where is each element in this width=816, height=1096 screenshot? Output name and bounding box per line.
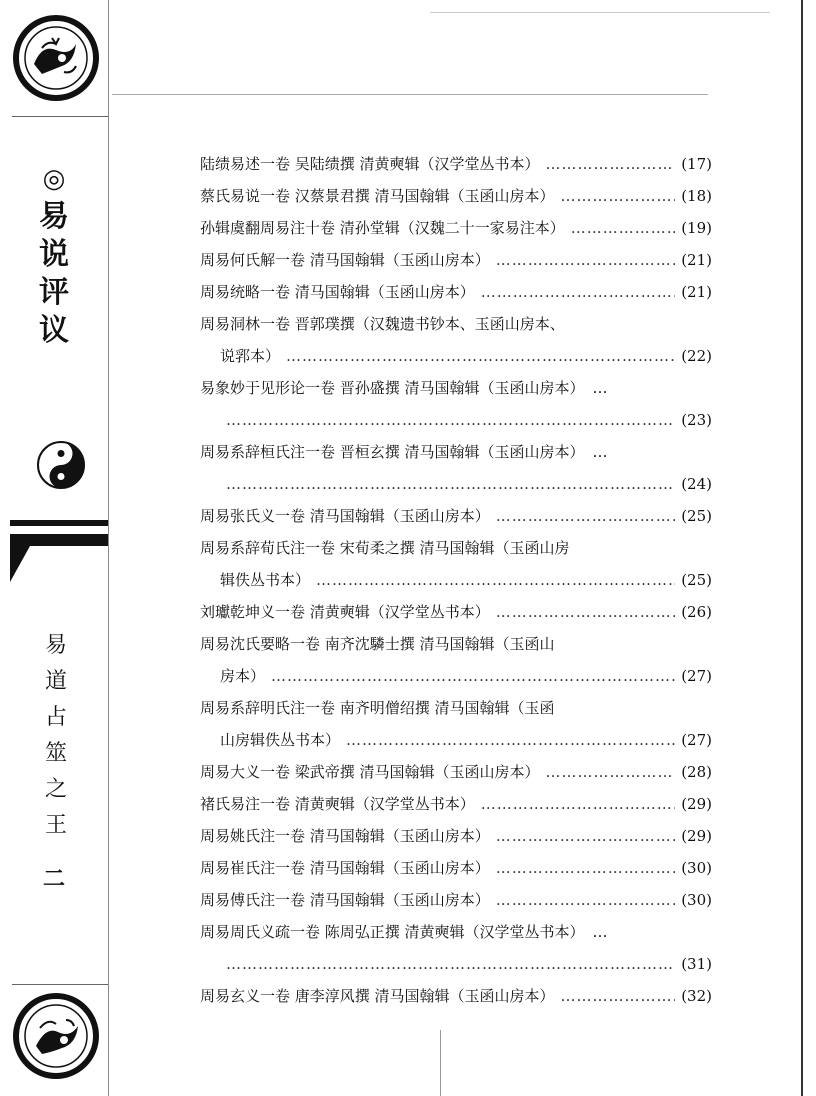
toc-entry-line: [200, 884, 712, 916]
header-rule: [112, 94, 708, 95]
toc-entry: [200, 820, 712, 852]
toc-entry-line: [200, 724, 712, 756]
dot-leader: [496, 852, 675, 884]
toc-entry-title: 孙辑虞翻周易注十卷 清孙堂辑（汉魏二十一家易注本）: [200, 219, 565, 237]
toc-page-number: (22): [681, 347, 712, 365]
toc-entry-line: [200, 404, 712, 436]
toc-entry-title: 周易玄义一卷 唐李淳风撰 清马国翰辑（玉函山房本）: [200, 987, 555, 1005]
series-title-char: 易: [44, 633, 67, 658]
toc-page-number: (29): [681, 827, 712, 845]
toc-entry: [200, 596, 712, 628]
sidebar-rule-top: [12, 116, 108, 117]
toc-entry: [200, 372, 712, 436]
dot-leader: [496, 820, 675, 852]
toc-page-number: (29): [681, 795, 712, 813]
toc-page-number: (31): [681, 955, 712, 973]
dot-leader: [496, 244, 675, 276]
toc-entry: [200, 148, 712, 180]
toc-entry-line: [200, 436, 712, 468]
toc-entry-line: [200, 756, 712, 788]
toc-entry-line: [200, 372, 712, 404]
toc-entry: [200, 180, 712, 212]
toc-entry-line: [200, 340, 712, 372]
series-title-char: 占: [44, 705, 67, 730]
toc-entry-line: [200, 628, 712, 660]
series-title-char: 道: [44, 669, 67, 694]
toc-entry: [200, 500, 712, 532]
toc-entry-line: [200, 692, 712, 724]
toc-entry-line: [200, 564, 712, 596]
toc-entry-line: [200, 660, 712, 692]
toc-list: [200, 148, 712, 1012]
series-title-char: 之: [44, 777, 67, 802]
book-title-mark: ◎: [42, 164, 66, 194]
toc-entry-line: [200, 820, 712, 852]
dot-leader: [561, 180, 676, 212]
toc-entry-title: 山房辑佚丛书本）: [220, 731, 341, 749]
toc-entry-title: 辑佚丛书本）: [220, 571, 311, 589]
toc-entry-title: 周易姚氏注一卷 清马国翰辑（玉函山房本）: [200, 827, 490, 845]
toc-entry-title: 周易统略一卷 清马国翰辑（玉函山房本）: [200, 283, 475, 301]
gutter-line: [440, 1030, 441, 1096]
series-title-char: 筮: [44, 741, 67, 766]
series-title-char: 王: [44, 813, 67, 838]
dragon-emblem-icon: [12, 992, 100, 1080]
toc-entry-title: 易象妙于见形论一卷 晋孙盛撰 清马国翰辑（玉函山房本）: [200, 379, 585, 397]
toc-entry: [200, 212, 712, 244]
toc-page-number: (32): [681, 987, 712, 1005]
dot-leader: [226, 404, 675, 436]
dragon-emblem-icon: [12, 14, 100, 102]
toc-entry-title: 蔡氏易说一卷 汉蔡景君撰 清马国翰辑（玉函山房本）: [200, 187, 555, 205]
toc-page-number: (24): [681, 475, 712, 493]
continuation-dots: …: [592, 443, 608, 461]
toc-page-number: (30): [681, 891, 712, 909]
top-rule: [430, 12, 770, 13]
toc-entry-title: 周易崔氏注一卷 清马国翰辑（玉函山房本）: [200, 859, 490, 877]
toc-entry-title: 周易张氏义一卷 清马国翰辑（玉函山房本）: [200, 507, 490, 525]
taiji-icon: [36, 440, 86, 490]
toc-entry-line: [200, 308, 712, 340]
book-title-char: 易: [39, 199, 69, 234]
toc-entry-title: 周易傅氏注一卷 清马国翰辑（玉函山房本）: [200, 891, 490, 909]
toc-entry: [200, 628, 712, 692]
toc-entry-title: 周易系辞荀氏注一卷 宋荀柔之撰 清马国翰辑（玉函山房: [200, 539, 570, 557]
toc-entry: [200, 276, 712, 308]
toc-page-number: (19): [681, 219, 712, 237]
toc-entry-title: 周易系辞桓氏注一卷 晋桓玄撰 清马国翰辑（玉函山房本）: [200, 443, 585, 461]
toc-entry-title: 房本）: [220, 667, 266, 685]
toc-entry: [200, 756, 712, 788]
dot-leader: [546, 148, 676, 180]
sidebar: [0, 0, 109, 1096]
toc-page-number: (23): [681, 411, 712, 429]
toc-page-number: (21): [681, 251, 712, 269]
toc-page-number: (26): [681, 603, 712, 621]
book-title: [12, 160, 96, 350]
series-title: [28, 628, 84, 844]
sidebar-rule-bottom: [12, 984, 108, 985]
toc-entry-line: [200, 244, 712, 276]
book-title-char: 议: [39, 313, 69, 348]
toc-page-number: (27): [681, 731, 712, 749]
toc-entry-line: [200, 500, 712, 532]
dot-leader: [226, 468, 675, 500]
toc-entry-line: [200, 852, 712, 884]
page-number: 二: [42, 866, 65, 892]
toc-entry-line: [200, 212, 712, 244]
toc-entry-line: [200, 532, 712, 564]
dot-leader: [546, 756, 676, 788]
continuation-dots: …: [592, 379, 608, 397]
toc-entry-title: 陆绩易述一卷 吴陆绩撰 清黄奭辑（汉学堂丛书本）: [200, 155, 540, 173]
decorative-band: [10, 520, 108, 582]
toc-entry-line: [200, 468, 712, 500]
toc-page-number: (25): [681, 507, 712, 525]
toc-entry-line: [200, 916, 712, 948]
dot-leader: [571, 212, 675, 244]
toc-entry: [200, 980, 712, 1012]
dot-leader: [346, 724, 675, 756]
toc-page-number: (28): [681, 763, 712, 781]
toc-entry-title: 说郛本）: [220, 347, 281, 365]
toc-entry: [200, 692, 712, 756]
toc-entry-title: 褚氏易注一卷 清黄奭辑（汉学堂丛书本）: [200, 795, 475, 813]
toc-entry-line: [200, 276, 712, 308]
toc-entry: [200, 436, 712, 500]
toc-entry: [200, 916, 712, 980]
toc-entry-title: 周易大义一卷 梁武帝撰 清马国翰辑（玉函山房本）: [200, 763, 540, 781]
page-edge: [801, 0, 803, 1096]
toc-entry-title: 刘瓛乾坤义一卷 清黄奭辑（汉学堂丛书本）: [200, 603, 490, 621]
toc-entry-line: [200, 948, 712, 980]
dot-leader: [496, 884, 675, 916]
dot-leader: [561, 980, 676, 1012]
toc-entry: [200, 532, 712, 596]
dot-leader: [316, 564, 675, 596]
toc-page-number: (21): [681, 283, 712, 301]
toc-entry: [200, 884, 712, 916]
dot-leader: [496, 500, 675, 532]
toc-entry-line: [200, 148, 712, 180]
dot-leader: [271, 660, 675, 692]
book-title-char: 评: [39, 275, 69, 310]
toc-page-number: (25): [681, 571, 712, 589]
dot-leader: [226, 948, 675, 980]
toc-page-number: (17): [681, 155, 712, 173]
dot-leader: [481, 276, 675, 308]
continuation-dots: …: [592, 923, 608, 941]
toc-entry-line: [200, 788, 712, 820]
toc-entry: [200, 244, 712, 276]
toc-entry: [200, 308, 712, 372]
toc-entry-title: 周易何氏解一卷 清马国翰辑（玉函山房本）: [200, 251, 490, 269]
toc-entry-title: 周易系辞明氏注一卷 南齐明僧绍撰 清马国翰辑（玉函: [200, 699, 555, 717]
dot-leader: [286, 340, 675, 372]
toc-entry-line: [200, 180, 712, 212]
toc-entry: [200, 852, 712, 884]
dot-leader: [496, 596, 675, 628]
toc-page-number: (27): [681, 667, 712, 685]
toc-entry-title: 周易洞林一卷 晋郭璞撰（汉魏遗书钞本、玉函山房本、: [200, 315, 565, 333]
toc-entry-title: 周易周氏义疏一卷 陈周弘正撰 清黄奭辑（汉学堂丛书本）: [200, 923, 585, 941]
book-title-char: 说: [39, 237, 69, 272]
toc-entry: [200, 788, 712, 820]
toc-entry-line: [200, 596, 712, 628]
toc-page-number: (18): [681, 187, 712, 205]
toc-entry-title: 周易沈氏要略一卷 南齐沈驎士撰 清马国翰辑（玉函山: [200, 635, 555, 653]
dot-leader: [481, 788, 675, 820]
toc-entry-line: [200, 980, 712, 1012]
toc-page-number: (30): [681, 859, 712, 877]
